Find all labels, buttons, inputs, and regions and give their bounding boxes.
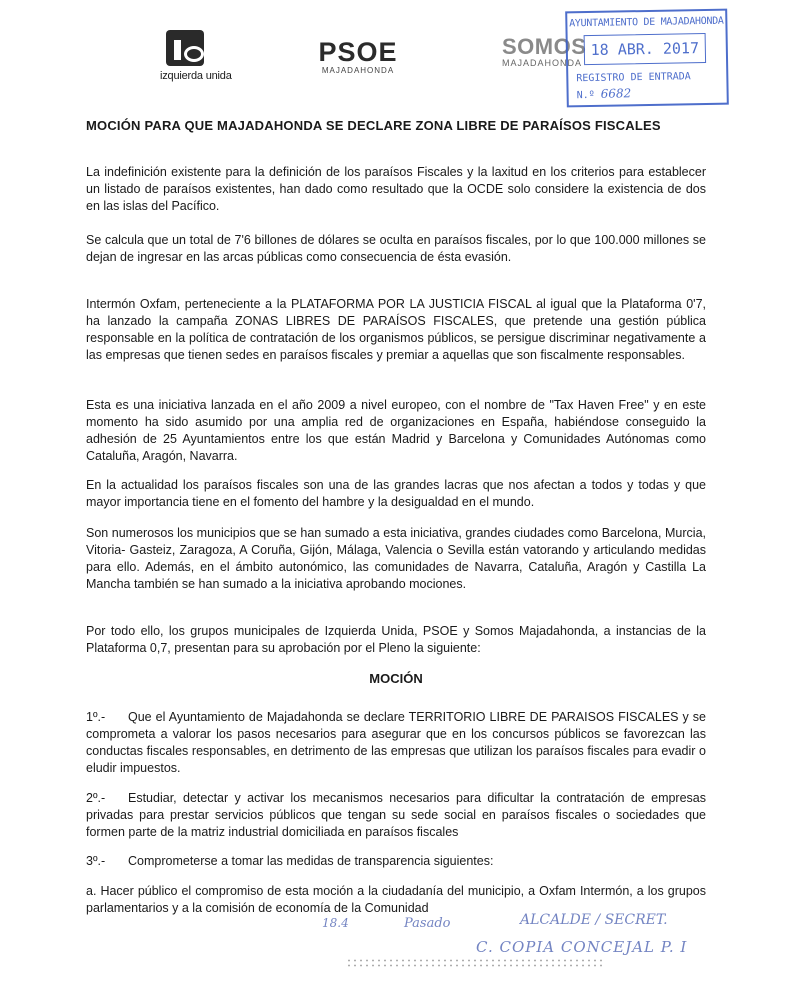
somos-logo-sub: MAJADAHONDA: [502, 58, 583, 68]
paragraph-3: Intermón Oxfam, perteneciente a la PLATAFORMA POR LA JUSTICIA FISCAL al igual que la Plataforma 0'7, ha lanzado la campaña ZONAS LIBRES DE PARAÍSOS FISCALES, que pretende una gestión pública responsable en la política de contratación de los organismos públicos, se persigue discriminar negativamente a las empresas que tienen sedes en paraísos fiscales y premiar a aquellas que son fiscalmente responsables.: [86, 297, 706, 362]
iu-logo-icon: [166, 30, 204, 66]
psoe-logo: [318, 38, 398, 75]
mocion-item-2: [86, 790, 706, 841]
mocion-item-1: [86, 709, 706, 777]
mocion-heading: MOCIÓN: [369, 671, 423, 686]
item-text: Comprometerse a tomar las medidas de transparencia siguientes:: [128, 854, 494, 868]
stamp-number-label: N.º: [576, 89, 595, 102]
izquierda-unida-logo: [160, 30, 232, 86]
item-number: 3º.-: [86, 854, 106, 868]
item-text: Que el Ayuntamiento de Majadahonda se declare TERRITORIO LIBRE DE PARAISOS FISCALES y se comprometa a valorar los pasos necesarios para asegurar que en los concursos públicos se favorezcan las conductas fiscales responsables, en detrimento de las empresas que utilizan los paraísos fiscales para evadir o eludir impuestos.: [86, 710, 706, 775]
stamp-number-value: 6682: [600, 86, 632, 101]
psoe-logo-word: PSOE: [318, 37, 398, 67]
paragraph-4: Esta es una iniciativa lanzada en el año 2009 a nivel europeo, con el nombre de "Tax Haven Free" y en este momento ha sido asumido por una amplia red de organizaciones en España, habiéndose conseguido la adhesión de 25 Ayuntamientos entre los que están Madrid y Barcelona y Comunidades Autónomas como Cataluña, Aragón, Navarra.: [86, 398, 706, 463]
paragraph-6: Son numerosos los municipios que se han sumado a esta iniciativa, grandes ciudades como Barcelona, Murcia, Vitoria- Gasteiz, Zaragoza, A Coruña, Gijón, Málaga, Valencia o Sevilla están vatorando y articulando medidas para ello. Además, en el ámbito autonómico, las comunidades de Navarra, Cataluña, Aragón y Castilla La Mancha también se han sumado a la iniciativa aprobando mociones.: [86, 526, 706, 591]
iu-logo-text: izquierda unida: [160, 70, 232, 82]
paragraph-5: En la actualidad los paraísos fiscales son una de las grandes lacras que nos afectan a todos y todas y que mayor importancia tiene en el fomento del hambre y la desigualdad en el mundo.: [86, 478, 706, 509]
mocion-item-3: [86, 853, 706, 870]
handwritten-alcalde: ALCALDE / SECRET.: [520, 912, 668, 928]
document-title: MOCIÓN PARA QUE MAJADAHONDA SE DECLARE ZONA LIBRE DE PARAÍSOS FISCALES: [86, 118, 661, 133]
psoe-logo-sub: MAJADAHONDA: [321, 66, 395, 75]
handwritten-date: 18.4: [322, 916, 349, 930]
stamp-date: 18 ABR. 2017: [584, 33, 707, 65]
item-text: Estudiar, detectar y activar los mecanismos necesarios para dificultar la contratación de empresas privadas para prestar servicios públicos que tengan su sede social en paraísos fiscales o sociedades que formen parte de la matriz industrial domiciliada en paraísos fiscales: [86, 791, 706, 839]
handwritten-word: Pasado: [404, 916, 451, 931]
stamp-title: AYUNTAMIENTO DE MAJADAHONDA: [569, 15, 724, 30]
stamp-registro: REGISTRO DE ENTRADA: [576, 71, 691, 85]
somos-logo-word: SOMOS: [502, 34, 587, 59]
item-number: 2º.-: [86, 791, 106, 805]
item-number: 1º.-: [86, 710, 106, 724]
registry-stamp: [565, 9, 729, 108]
sub-item-a: a. Hacer público el compromiso de esta moción a la ciudadanía del municipio, a Oxfam Intermón, a los grupos parlamentarios y a la comisión de economía de la Comunidad: [86, 884, 706, 915]
paragraph-1: La indefinición existente para la definición de los paraísos Fiscales y la laxitud en los criterios para establecer un listado de paraísos existentes, han dado como resultado que la OCDE solo considere la existencia de dos en las islas del Pacífico.: [86, 165, 706, 213]
paragraph-7: Por todo ello, los grupos municipales de Izquierda Unida, PSOE y Somos Majadahonda, a instancias de la Plataforma 0,7, presentan para su aprobación por el Pleno la siguiente:: [86, 624, 706, 655]
stamp-number-row: [576, 86, 631, 101]
handwritten-concejal: C. COPIA CONCEJAL P. I: [476, 938, 688, 956]
paragraph-2: Se calcula que un total de 7'6 billones de dólares se oculta en paraísos fiscales, por lo que 100.000 millones se dejan de ingresar en las arcas públicas como consecuencia de ésta evasión.: [86, 233, 706, 264]
faint-dotted-line: [346, 958, 606, 968]
